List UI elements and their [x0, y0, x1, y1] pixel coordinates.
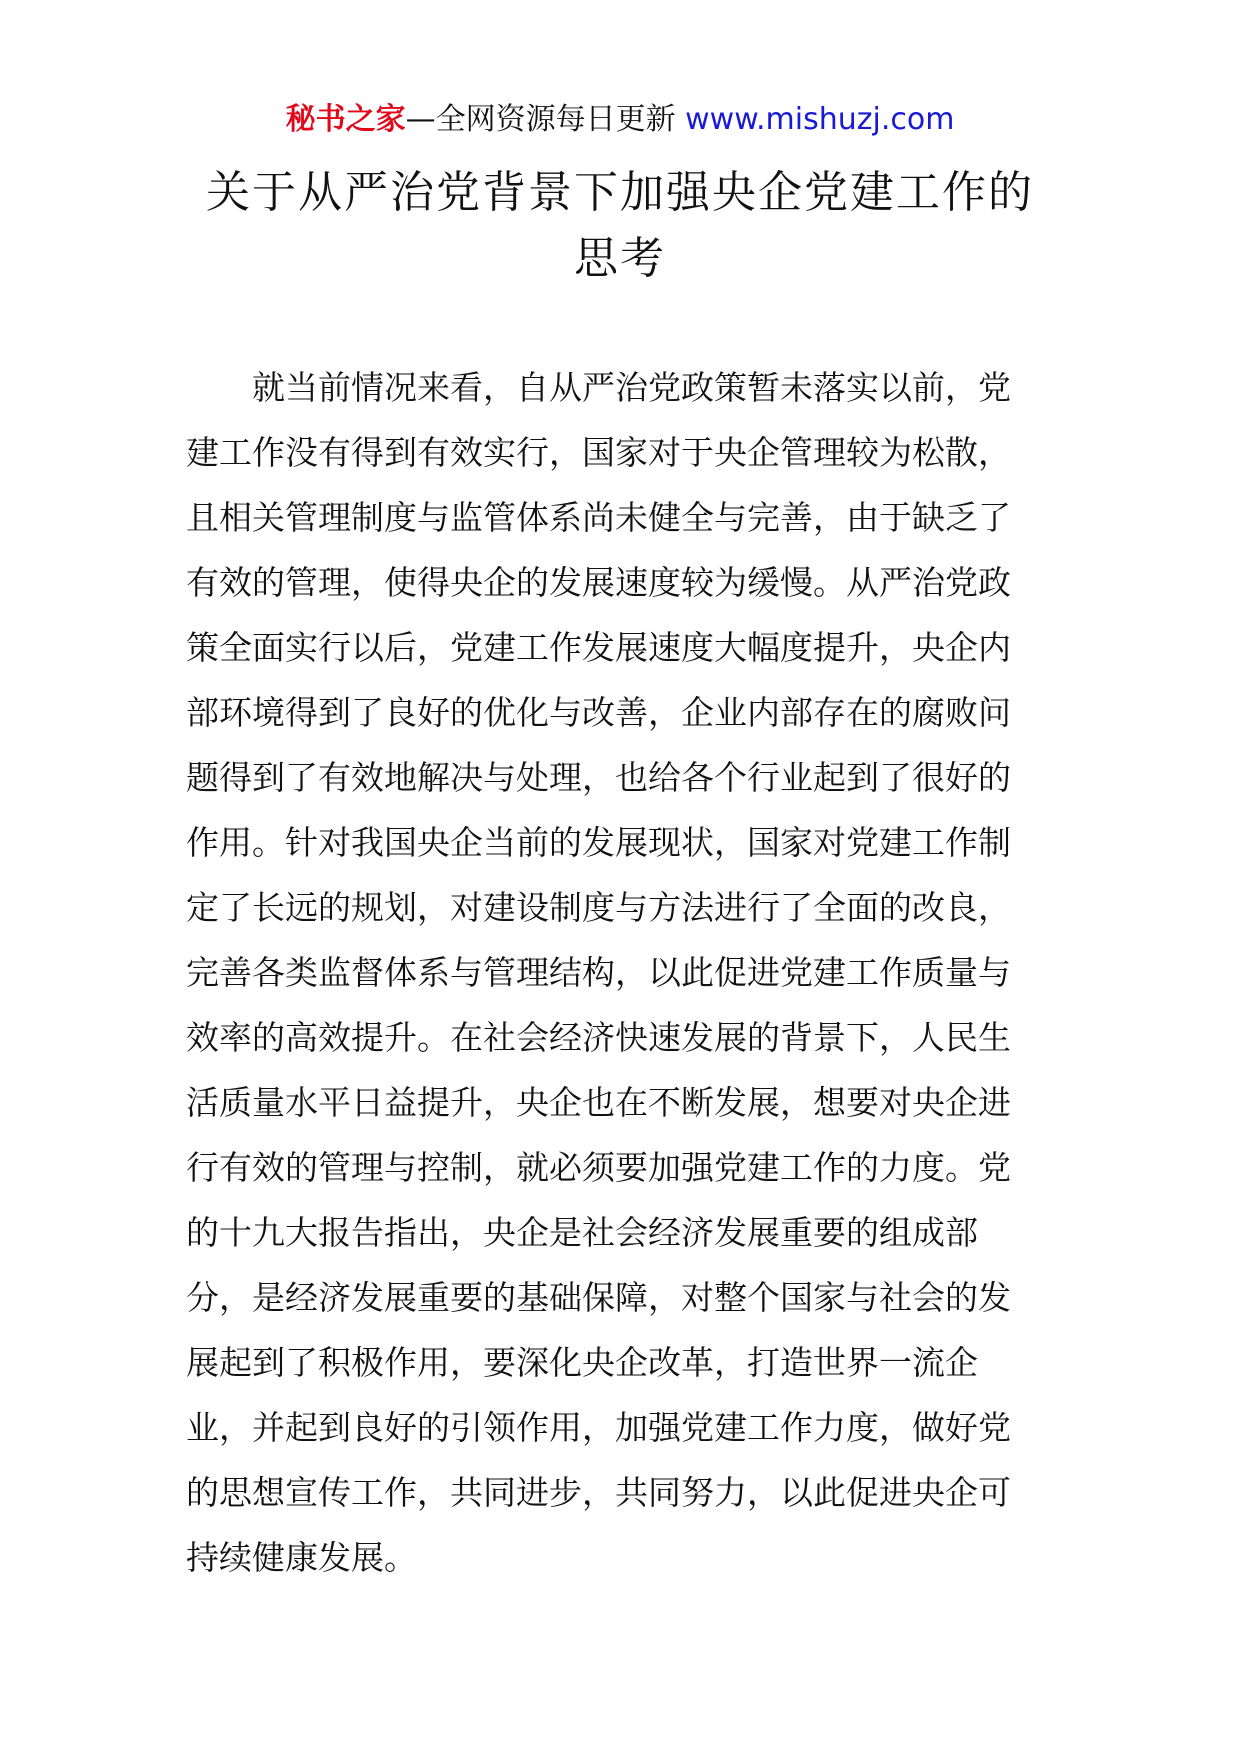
- body-line: 策全面实行以后，党建工作发展速度大幅度提升，央企内: [186, 628, 1011, 667]
- body-line: 部环境得到了良好的优化与改善，企业内部存在的腐败问: [186, 693, 1011, 732]
- body-line: 分，是经济发展重要的基础保障，对整个国家与社会的发: [186, 1278, 1011, 1317]
- site-header: [0, 100, 1240, 140]
- body-line: 完善各类监督体系与管理结构，以此促进党建工作质量与: [186, 953, 1011, 992]
- body-line: 作用。针对我国央企当前的发展现状，国家对党建工作制: [186, 823, 1011, 862]
- body-line: 的十九大报告指出，央企是社会经济发展重要的组成部: [186, 1213, 978, 1252]
- document-title: [140, 160, 1100, 292]
- body-line: 活质量水平日益提升，央企也在不断发展，想要对央企进: [186, 1083, 1011, 1122]
- body-line: 展起到了积极作用，要深化央企改革，打造世界一流企: [186, 1343, 978, 1382]
- body-line: 建工作没有得到有效实行，国家对于央企管理较为松散，: [186, 433, 1011, 472]
- body-paragraph: [186, 355, 1056, 1590]
- body-line: 的思想宣传工作，共同进步，共同努力，以此促进央企可: [186, 1473, 1011, 1512]
- body-line: 题得到了有效地解决与处理，也给各个行业起到了很好的: [186, 758, 1011, 797]
- site-brand: 秘书之家: [285, 102, 406, 137]
- body-line: 效率的高效提升。在社会经济快速发展的背景下，人民生: [186, 1018, 1011, 1057]
- site-slogan: —全网资源每日更新: [405, 102, 686, 137]
- site-url-link[interactable]: www.mishuzj.com: [685, 102, 955, 137]
- body-line: 就当前情况来看，自从严治党政策暂未落实以前，党: [252, 368, 1011, 407]
- body-line: 持续健康发展。: [186, 1538, 417, 1577]
- title-line: 思考: [574, 233, 666, 284]
- body-line: 定了长远的规划，对建设制度与方法进行了全面的改良，: [186, 888, 1011, 927]
- body-line: 行有效的管理与控制，就必须要加强党建工作的力度。党: [186, 1148, 1011, 1187]
- body-line: 且相关管理制度与监管体系尚未健全与完善，由于缺乏了: [186, 498, 1011, 537]
- title-line: 关于从严治党背景下加强央企党建工作的: [206, 167, 1034, 218]
- body-line: 有效的管理，使得央企的发展速度较为缓慢。从严治党政: [186, 563, 1011, 602]
- body-line: 业，并起到良好的引领作用，加强党建工作力度，做好党: [186, 1408, 1011, 1447]
